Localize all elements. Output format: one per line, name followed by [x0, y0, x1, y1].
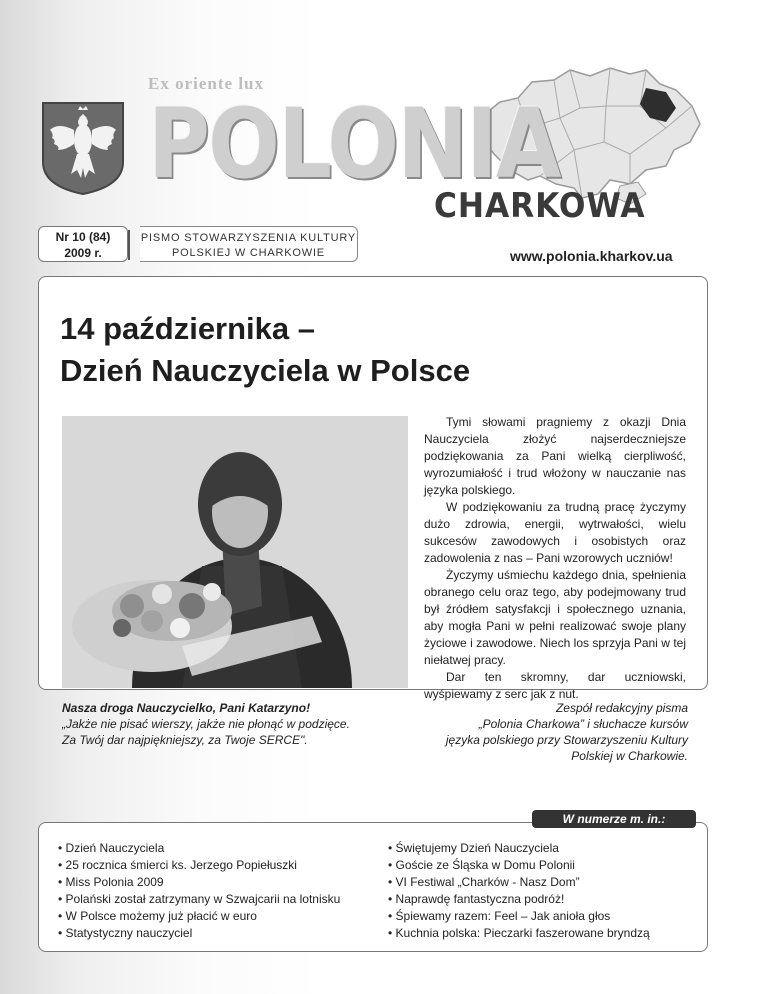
credits-line-3: języka polskiego przy Stowarzyszeniu Kultury [445, 733, 688, 747]
masthead-subtitle: CHARKOWA [434, 186, 646, 226]
society-line-2: POLSKIEJ W CHARKOWIE [172, 247, 325, 259]
list-item: • Polański został zatrzymany w Szwajcarii na lotnisku [58, 891, 388, 908]
caption-line-2: Za Twój dar najpiękniejszy, za Twoje SERCE". [62, 733, 308, 747]
article-paragraph: Dar ten skromny, dar uczniowski, wyśpiewamy z serc jak z nut. [424, 670, 686, 701]
list-item: • Naprawdę fantastyczna podróż! [388, 891, 698, 908]
issue-box [38, 226, 128, 262]
list-item: • Kuchnia polska: Pieczarki faszerowane bryndzą [388, 925, 698, 942]
caption-line-1: „Jakże nie pisać wierszy, jakże nie płonąć w podzięce. [62, 717, 350, 731]
list-item: • W Polsce możemy już płacić w euro [58, 908, 388, 925]
list-item: • Goście ze Śląska w Domu Polonii [388, 857, 698, 874]
website-link[interactable]: www.polonia.kharkov.ua [510, 248, 673, 264]
article-paragraph: Tymi słowami pragniemy z okazji Dnia Nauczyciela złożyć najserdeczniejsze podziękowania za Pani wielką cierpliwość, wyrozumiałość i trud włożony w nauczanie nas języka polskiego. [424, 415, 686, 497]
photo-caption [62, 700, 382, 748]
list-item: • Świętujemy Dzień Nauczyciela [388, 840, 698, 857]
list-item: • 25 rocznica śmierci ks. Jerzego Popiełuszki [58, 857, 388, 874]
article-credits [426, 700, 688, 764]
credits-line-1: Zespół redakcyjny pisma [555, 701, 688, 715]
teacher-photo [62, 416, 408, 688]
masthead-logo: POLONIA [148, 88, 560, 200]
issue-number: Nr 10 (84) [55, 230, 111, 244]
divider [128, 230, 130, 260]
issue-year: 2009 r. [64, 246, 102, 260]
society-box [140, 226, 358, 262]
credits-line-4: Polskiej w Charkowie. [571, 749, 688, 763]
polish-eagle-icon [40, 100, 126, 196]
contents-label: W numerze m. in.: [532, 810, 696, 828]
society-line-1: PISMO STOWARZYSZENIA KULTURY [140, 232, 357, 244]
motto: Ex oriente lux [148, 74, 264, 93]
list-item: • Śpiewamy razem: Feel – Jak anioła głos [388, 908, 698, 925]
list-item: • Statystyczny nauczyciel [58, 925, 388, 942]
list-item: • VI Festiwal „Charków - Nasz Dom” [388, 874, 698, 891]
article-paragraph: Życzymy uśmiechu każdego dnia, spełnienia obranego celu oraz tego, aby podejmowany trud był źródłem satysfakcji i społecznego uznania, aby mogła Pani w pełni realizować swoje plany życiowe i zawodowe. Niech los sprzyja Pani w tej niełatwej pracy. [424, 568, 686, 667]
headline-line-2: Dzień Nauczyciela w Polsce [60, 353, 471, 388]
contents-list-left [58, 840, 388, 942]
headline-line-1: 14 października – [60, 311, 316, 346]
article-paragraph: W podziękowaniu za trudną pracę życzymy dużo zdrowia, energii, wytrwałości, wielu sukcesów zawodowych i osobistych oraz zadowolenia z nas – Pani wzorowych uczniów! [424, 500, 686, 565]
article-headline [60, 308, 680, 392]
list-item: • Miss Polonia 2009 [58, 874, 388, 891]
contents-list-right [388, 840, 698, 942]
credits-line-2: „Polonia Charkowa” i słuchacze kursów [478, 717, 688, 731]
article-body [424, 414, 686, 703]
list-item: • Dzień Nauczyciela [58, 840, 388, 857]
caption-title: Nasza droga Nauczycielko, Pani Katarzyno! [62, 701, 311, 715]
